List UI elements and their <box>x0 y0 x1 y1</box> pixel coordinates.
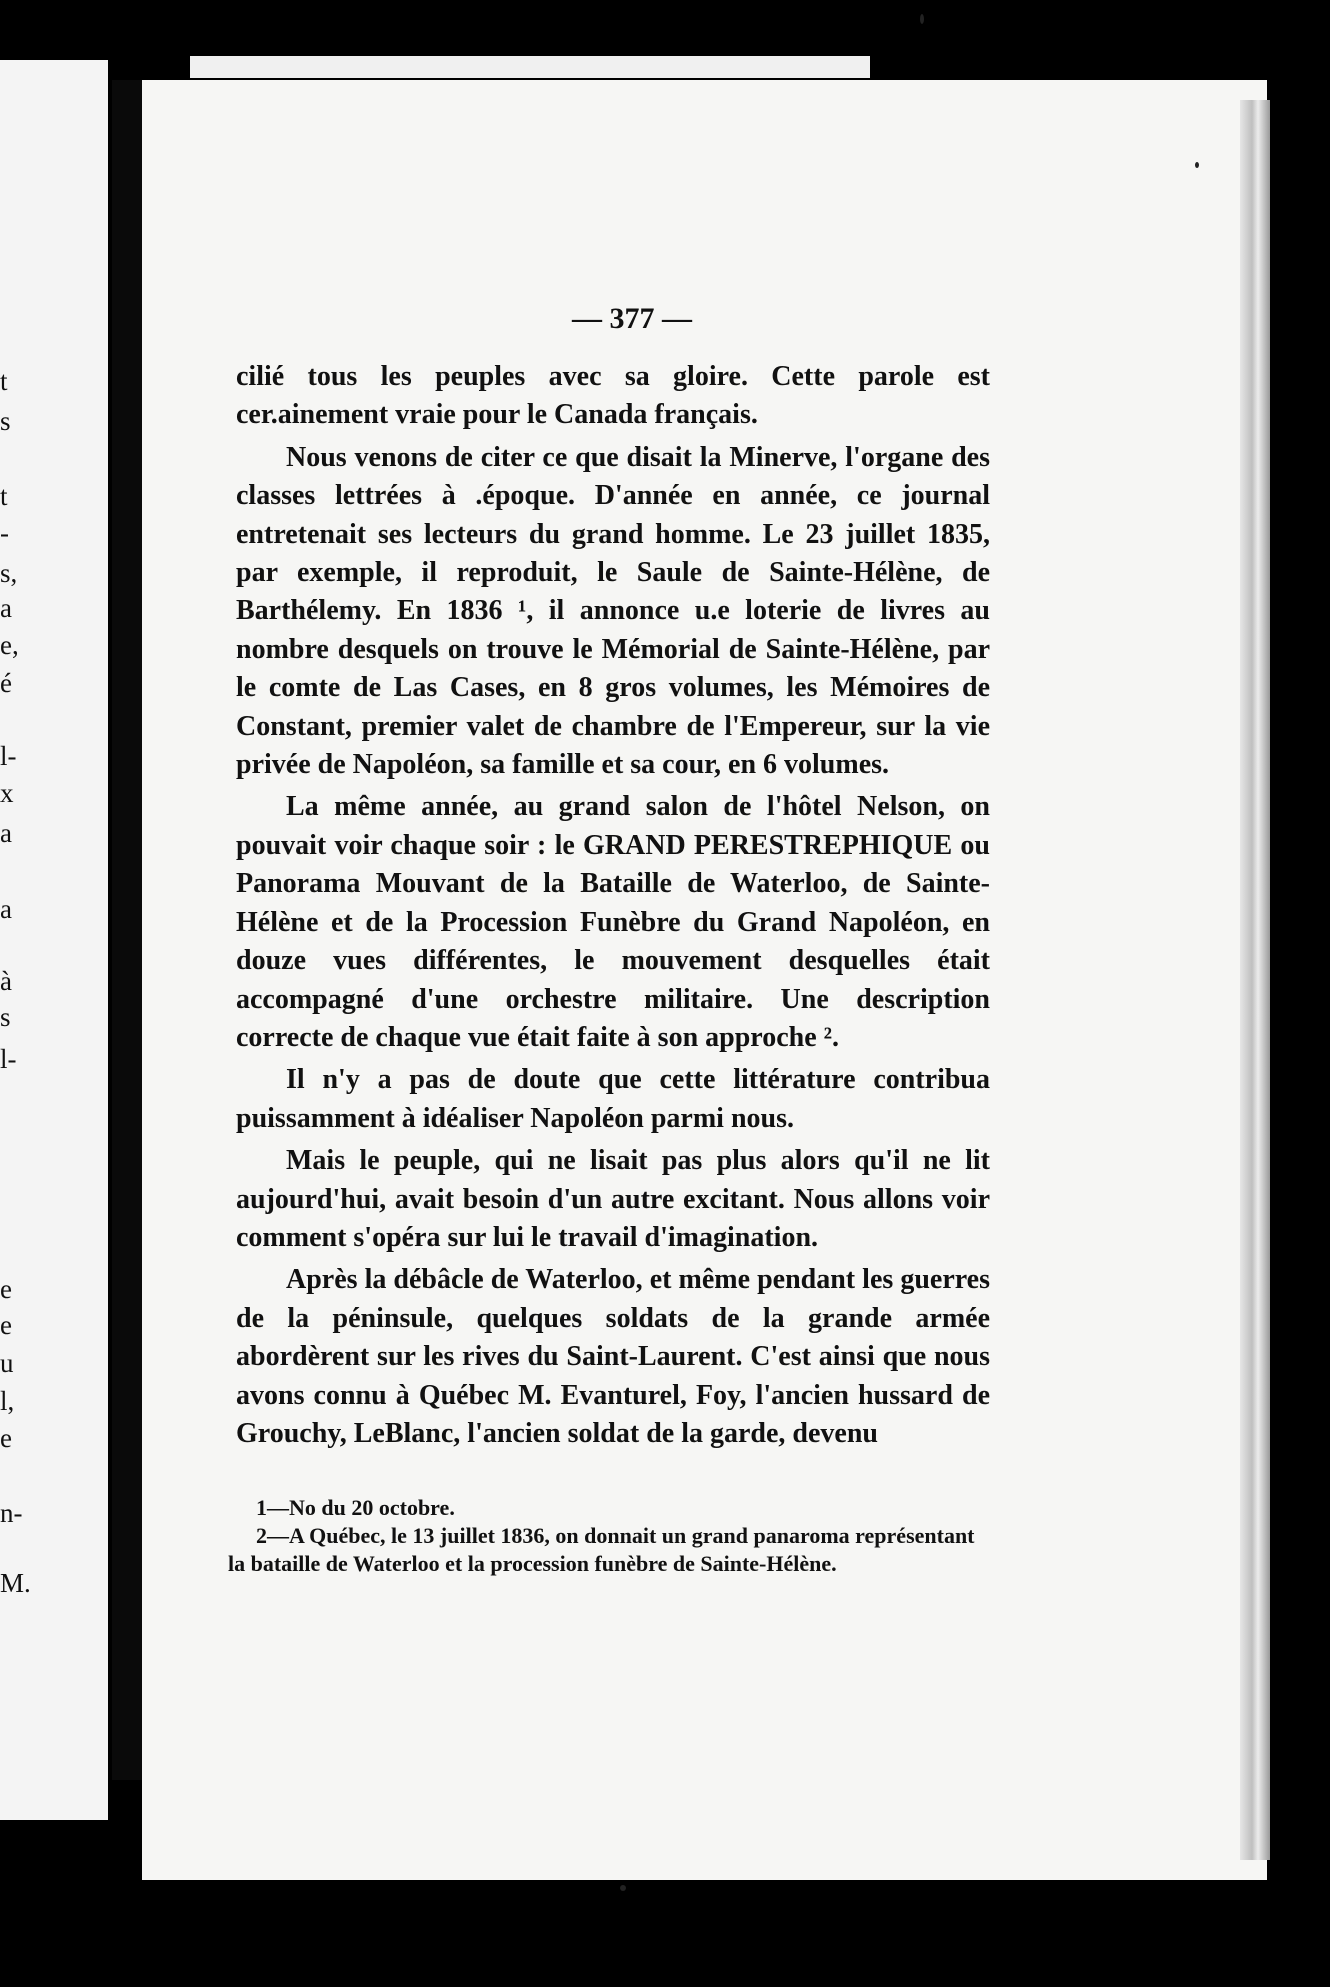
paragraph-2: Nous venons de citer ce que disait la Minerve, l'organe des classes lettrées à .époque. D'année en année, ce journal entretenait ses lecteurs du grand homme. Le 23 juillet 1835, par exemple, il reproduit, le Saule de Sainte-Hélène, de Barthélemy. En 1836 ¹, il annonce u.e loterie de livres au nombre desquels on trouve le Mémorial de Sainte-Hélène, par le comte de Las Cases, en 8 gros volumes, les Mémoires de Constant, premier valet de chambre de l'Empereur, sur la vie privée de Napoléon, sa famille et sa cour, en 6 volumes. <box>236 441 990 781</box>
left-page-fragment: M. <box>0 1568 31 1598</box>
paragraph-3: La même année, au grand salon de l'hôtel Nelson, on pouvait voir chaque soir : le GRAND PERESTREPHIQUE ou Panorama Mouvant de la Bataille de Waterloo, de Sainte-Hélène et de la Procession Funèbre du Grand Napoléon, en douze vues différentes, le mouvement desquelles était accompagné d'une orchestre militaire. Une description correcte de chaque vue était faite à son approche ². <box>236 791 990 1053</box>
paragraph-6: Après la débâcle de Waterloo, et même pendant les guerres de la péninsule, quelques soldats de la grande armée abordèrent sur les rives du Saint-Laurent. C'est ainsi que nous avons connu à Québec M. Evanturel, Foy, l'ancien hussard de Grouchy, LeBlanc, l'ancien soldat de la garde, devenu <box>236 1264 990 1449</box>
left-page-fragment: e <box>0 1423 12 1453</box>
paragraph-1: cilié tous les peuples avec sa gloire. Cette parole est cer.ainement vraie pour le Canada français. <box>236 361 990 431</box>
left-page-fragment: e, <box>0 630 19 660</box>
left-page-fragment: é <box>0 668 12 698</box>
scan-speck <box>620 1885 626 1891</box>
page-edge-shadow <box>1240 100 1270 1860</box>
left-page-fragment: - <box>0 518 9 548</box>
left-page-fragment: t <box>0 366 8 396</box>
left-page-fragment: s, <box>0 558 18 588</box>
scan-speck <box>920 14 924 24</box>
left-page-fragment: à <box>0 966 12 996</box>
top-paper-strip <box>190 56 870 78</box>
left-page-fragment: e <box>0 1310 12 1340</box>
left-page-fragment: l, <box>0 1386 15 1416</box>
paragraph-4: Il n'y a pas de doute que cette littérature contribua puissamment à idéaliser Napoléon parmi nous. <box>236 1064 990 1134</box>
left-page-fragment: x <box>0 778 14 808</box>
left-page-fragment: a <box>0 818 12 848</box>
left-page-fragment: l- <box>0 741 17 771</box>
left-page-fragment: s <box>0 406 11 436</box>
footnotes <box>228 1494 988 1578</box>
left-page-fragment: n- <box>0 1498 23 1528</box>
left-page-fragment: s <box>0 1002 11 1032</box>
page-number: — 377 — <box>572 302 692 335</box>
left-page-fragment: u <box>0 1348 14 1378</box>
left-page-fragment: a <box>0 593 12 623</box>
left-page-fragment: l- <box>0 1044 17 1074</box>
scan-speck <box>1195 162 1199 168</box>
paragraph-5: Mais le peuple, qui ne lisait pas plus alors qu'il ne lit aujourd'hui, avait besoin d'un autre excitant. Nous allons voir comment s'opéra sur lui le travail d'imagination. <box>236 1145 990 1253</box>
body-text <box>236 358 990 1457</box>
left-page-fragment: e <box>0 1274 12 1304</box>
left-page-fragment: a <box>0 894 12 924</box>
footnote-1: 1—No du 20 octobre. <box>256 1495 455 1520</box>
left-page-fragment: t <box>0 481 8 511</box>
footnote-2: 2—A Québec, le 13 juillet 1836, on donnait un grand panaroma représentant la bataille de Waterloo et la procession funèbre de Sainte-Hélène. <box>228 1523 975 1576</box>
